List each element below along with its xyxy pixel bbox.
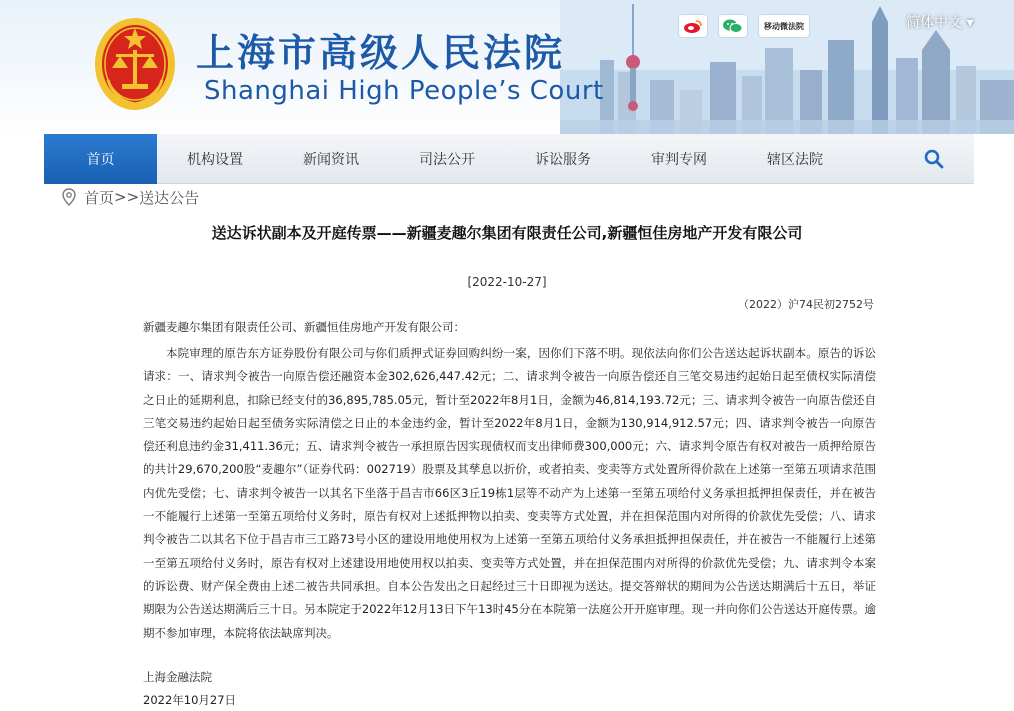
weibo-icon [683, 18, 703, 34]
court-name-en: Shanghai High People’s Court [204, 76, 604, 106]
header-banner [0, 0, 1014, 134]
nav-item-judicial-disclosure[interactable]: 司法公开 [419, 151, 475, 168]
search-icon[interactable] [924, 149, 944, 169]
breadcrumb-separator: >> [114, 188, 140, 206]
article-body: 本院审理的原告东方证券股份有限公司与你们质押式证券回购纠纷一案，因你们下落不明。现依法向你们公告送达起诉状副本。原告的诉讼请求：一、请求判令被告一向原告偿还融资本金302,626,447.42元；二、请求判令被告一向原告偿还自三笔交易违约起始日起至债权实际清偿之日止的延期利息，扣除已经支付的36,895,785.05元，暂计至2022年8月1日，金额为46,814,193.72元；三、请求判令被告一向原告偿还自三笔交易违约起始日起至债务实际清偿之日止的本金违约金，暂计至2022年8月1日，金额为130,914,912.57元；四、请求判令被告一向原告偿还利息违约金31,411.36元；五、请求判令被告一承担原告因实现债权而支出律师费300,000元；六、请求判令原告有权对被告一质押给原告的共计29,670,200股“麦趣尔”（证券代码：002719）股票及其孳息以折价，或者拍卖、变卖等方式处置所得价款在上述第一至第五项请求范围内优先受偿；七、请求判令被告一以其名下坐落于昌吉市66区3丘19栋1层等不动产为上述第一至第五项给付义务承担抵押担保责任，并在被告一不能履行上述第一至第五项给付义务时，原告有权对上述抵押物以拍卖、变卖等方式处置，并在担保范围内对所得的价款优先受偿；八、请求判令被告二以其名下位于昌吉市三工路73号小区的建设用地使用权为上述第一至第五项给付义务承担抵押担保责任，并在被告一不能履行上述第一至第五项给付义务时，原告有权对上述建设用地使用权以拍卖、变卖等方式处置，并在担保范围内对所得的价款优先受偿；九、请求判令本案的诉讼费、财产保全费由上述二被告共同承担。自本公告发出之日起经过三十日即视为送达。提交答辩状的期间为公告送达期满后十五日，举证期限为公告送达期满后三十日。另本院定于2022年12月13日下午13时45分在本院第一法庭公开开庭审理。现一并向你们公告送达开庭传票。逾期不参加审理，本院将依法缺席判决。 [143, 346, 876, 640]
article-signature: 上海金融法院 [143, 670, 212, 684]
nav-item-district-courts[interactable]: 辖区法院 [767, 151, 823, 168]
wechat-button[interactable] [718, 14, 748, 38]
article-sign-date: 2022年10月27日 [143, 693, 237, 707]
case-number: （2022）沪74民初2752号 [738, 298, 874, 311]
breadcrumb [62, 186, 199, 208]
weibo-button[interactable] [678, 14, 708, 38]
article-date: [2022-10-27] [467, 275, 547, 289]
nav-item-news[interactable]: 新闻资讯 [303, 151, 359, 168]
nav-item-organization[interactable]: 机构设置 [187, 151, 243, 168]
article-addressee: 新疆麦趣尔集团有限责任公司、新疆恒佳房地产开发有限公司： [143, 320, 465, 334]
language-selector[interactable]: 简体中文 ▾ [906, 15, 974, 31]
mobile-court-button[interactable]: 移动微法院 [758, 14, 810, 38]
nav-item-trial-network[interactable]: 审判专网 [651, 151, 707, 168]
nav-item-home[interactable]: 首页 [44, 134, 157, 184]
court-name-cn: 上海市高级人民法院 [196, 31, 566, 75]
main-nav [44, 134, 974, 184]
wechat-icon [722, 18, 744, 34]
nav-item-litigation-service[interactable]: 诉讼服务 [535, 151, 591, 168]
location-pin-icon [62, 188, 76, 206]
court-emblem-icon [94, 16, 176, 112]
breadcrumb-home[interactable]: 首页 [84, 188, 115, 207]
article-title: 送达诉状副本及开庭传票——新疆麦趣尔集团有限责任公司,新疆恒佳房地产开发有限公司 [211, 224, 803, 242]
breadcrumb-current[interactable]: 送达公告 [139, 188, 200, 207]
